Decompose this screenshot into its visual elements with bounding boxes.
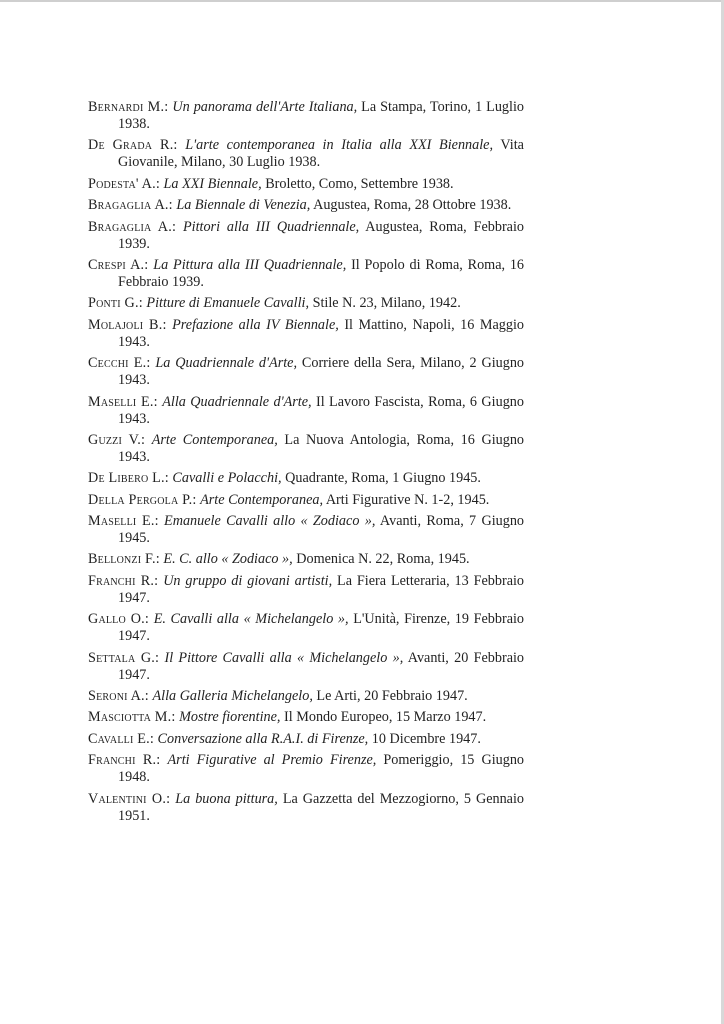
entry-title: Pittori alla III Quadriennale, <box>182 218 360 235</box>
entry-author: Bragaglia A.: <box>88 197 173 214</box>
entry-title: L'arte contemporanea in Italia alla XXI Biennale, <box>185 137 494 154</box>
bibliography-entry <box>88 219 524 253</box>
entry-publication: L'Unità, Firenze, 19 Febbraio 1947. <box>118 611 525 645</box>
entry-author: Bragaglia A.: <box>88 218 177 235</box>
entry-title: Pitture di Emanuele Cavalli, <box>146 295 310 312</box>
entry-publication: La Fiera Letteraria, 13 Febbraio 1947. <box>118 572 525 606</box>
entry-publication: La Nuova Antologia, Roma, 16 Giugno 1943. <box>118 431 525 465</box>
entry-title: E. C. allo « Zodiaco », <box>163 551 293 568</box>
entry-title: La Pittura alla III Quadriennale, <box>153 256 347 273</box>
entry-title: Cavalli e Polacchi, <box>172 470 282 487</box>
page-edge <box>0 0 724 2</box>
entry-publication: 10 Dicembre 1947. <box>371 730 481 747</box>
entry-publication: Il Popolo di Roma, Roma, 16 Febbraio 1939. <box>118 256 525 290</box>
entry-publication: Stile N. 23, Milano, 1942. <box>312 295 461 312</box>
entry-publication: Vita Giovanile, Milano, 30 Luglio 1938. <box>118 137 524 171</box>
entry-author: Maselli E.: <box>88 393 158 410</box>
entry-publication: Il Mattino, Napoli, 16 Maggio 1943. <box>118 316 525 350</box>
entry-author: Franchi R.: <box>88 572 159 589</box>
entry-publication: Le Arti, 20 Febbraio 1947. <box>316 688 468 705</box>
bibliography-entry <box>88 355 524 389</box>
entry-publication: Avanti, 20 Febbraio 1947. <box>118 649 525 683</box>
bibliography-entry <box>88 573 524 607</box>
bibliography-entry <box>88 551 524 568</box>
bibliography-entry <box>88 257 524 291</box>
bibliography-entry <box>88 470 524 487</box>
entry-title: Un panorama dell'Arte Italiana, <box>172 99 358 115</box>
entry-title: Emanuele Cavalli allo « Zodiaco », <box>164 513 376 530</box>
bibliography-entry <box>88 492 524 509</box>
entry-author: Bellonzi F.: <box>88 551 160 568</box>
bibliography-entry <box>88 432 524 466</box>
entry-publication: La Gazzetta del Mezzogiorno, 5 Gennaio 1951. <box>118 790 525 824</box>
entry-title: La XXI Biennale, <box>163 175 262 192</box>
bibliography-entry <box>88 688 524 705</box>
bibliography-entry <box>88 197 524 214</box>
entry-author: Masciotta M.: <box>88 709 176 726</box>
entry-publication: Corriere della Sera, Milano, 2 Giugno 1943. <box>118 355 525 389</box>
entry-author: Valentini O.: <box>88 790 171 807</box>
entry-author: Molajoli B.: <box>88 316 167 333</box>
entry-title: Alla Galleria Michelangelo, <box>152 688 313 705</box>
bibliography-entry <box>88 731 524 748</box>
entry-publication: Avanti, Roma, 7 Giugno 1945. <box>118 513 525 547</box>
bibliography-entry <box>88 611 524 645</box>
entry-title: Arti Figurative al Premio Firenze, <box>167 752 377 769</box>
entry-author: Seroni A.: <box>88 688 149 705</box>
entry-publication: Pomeriggio, 15 Giugno 1948. <box>118 752 525 786</box>
entry-publication: Il Lavoro Fascista, Roma, 6 Giugno 1943. <box>118 393 524 427</box>
entry-publication: Domenica N. 22, Roma, 1945. <box>296 551 470 568</box>
bibliography-entry <box>88 791 524 825</box>
entry-title: Mostre fiorentine, <box>179 709 281 726</box>
entry-title: Prefazione alla IV Biennale, <box>172 316 339 333</box>
bibliography-entry <box>88 176 524 193</box>
entry-publication: Quadrante, Roma, 1 Giugno 1945. <box>285 470 481 487</box>
entry-author: Settala G.: <box>88 649 160 666</box>
entry-author: Cecchi E.: <box>88 355 151 372</box>
entry-author: Crespi A.: <box>88 256 149 273</box>
bibliography-entry <box>88 99 524 133</box>
entry-author: Bernardi M.: <box>88 99 169 115</box>
bibliography-entry <box>88 295 524 312</box>
bibliography-entry <box>88 513 524 547</box>
entry-publication: Broletto, Como, Settembre 1938. <box>265 175 454 192</box>
bibliography-list <box>88 99 524 829</box>
entry-author: Cavalli E.: <box>88 730 154 747</box>
entry-author: Podesta' A.: <box>88 175 160 192</box>
bibliography-entry <box>88 752 524 786</box>
entry-title: Il Pittore Cavalli alla « Michelangelo », <box>164 649 404 666</box>
entry-title: Arte Contemporanea, <box>151 431 278 448</box>
entry-title: Conversazione alla R.A.I. di Firenze, <box>157 730 369 747</box>
bibliography-entry <box>88 650 524 684</box>
entry-title: Un gruppo di giovani artisti, <box>163 572 333 589</box>
entry-title: La Biennale di Venezia, <box>176 197 311 214</box>
entry-title: La buona pittura, <box>175 790 278 807</box>
entry-author: Ponti G.: <box>88 295 143 312</box>
entry-title: Arte Contemporanea, <box>200 491 324 508</box>
bibliography-entry <box>88 394 524 428</box>
entry-title: E. Cavalli alla « Michelangelo », <box>153 611 349 628</box>
entry-author: Della Pergola P.: <box>88 491 197 508</box>
entry-title: La Quadriennale d'Arte, <box>155 355 298 372</box>
entry-title: Alla Quadriennale d'Arte, <box>162 393 312 410</box>
entry-publication: Arti Figurative N. 1-2, 1945. <box>325 491 490 508</box>
entry-publication: La Stampa, Torino, 1 Luglio 1938. <box>118 99 524 132</box>
bibliography-entry <box>88 709 524 726</box>
bibliography-entry <box>88 317 524 351</box>
entry-author: Maselli E.: <box>88 513 159 530</box>
entry-author: Franchi R.: <box>88 752 161 769</box>
entry-author: Guzzi V.: <box>88 431 146 448</box>
entry-publication: Augustea, Roma, 28 Ottobre 1938. <box>313 197 512 214</box>
entry-author: De Grada R.: <box>88 137 178 154</box>
bibliography-entry <box>88 137 524 171</box>
entry-publication: Il Mondo Europeo, 15 Marzo 1947. <box>284 709 487 726</box>
entry-author: De Libero L.: <box>88 470 169 487</box>
entry-publication: Augustea, Roma, Febbraio 1939. <box>118 218 525 252</box>
entry-author: Gallo O.: <box>88 611 150 628</box>
